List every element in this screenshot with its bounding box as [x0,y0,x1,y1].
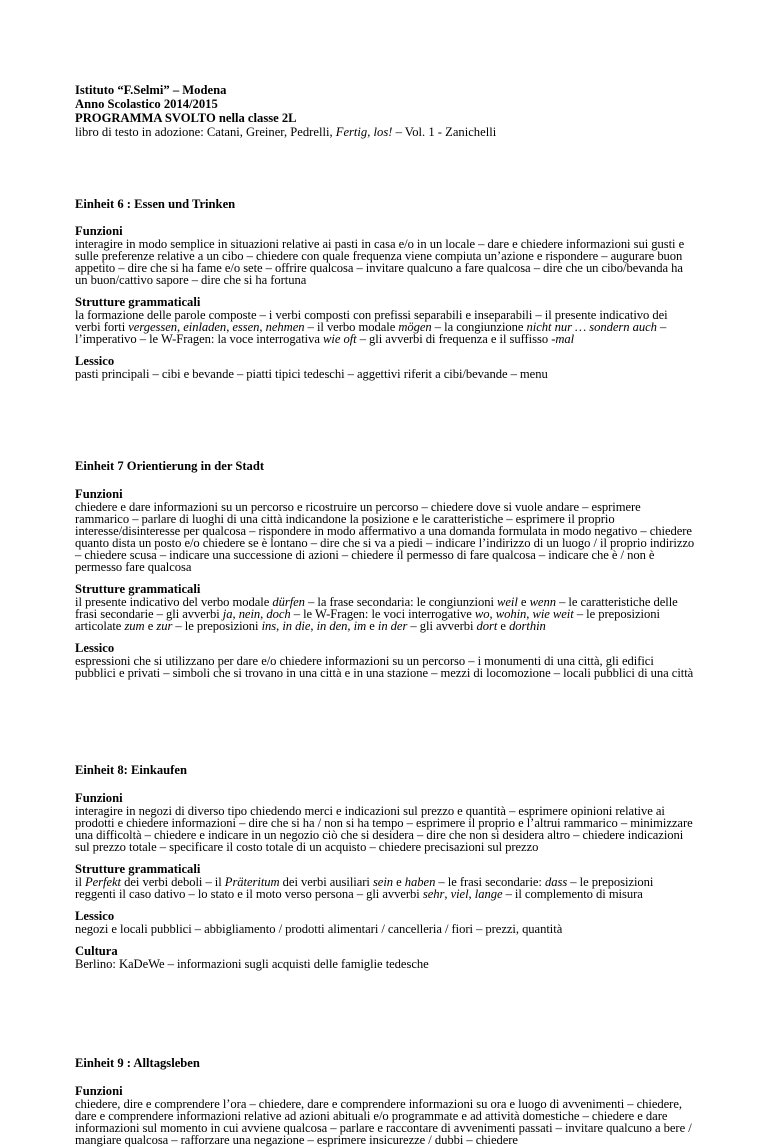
italic-term: mögen [398,320,432,334]
section-title: Strutture grammaticali [75,295,201,309]
italic-term: Perfekt [85,875,122,889]
section-strutture-grammaticali [75,583,695,632]
school-year: Anno Scolastico 2014/2015 [75,97,218,111]
italic-term: in der [377,619,408,633]
text-run: – le preposizioni [172,619,262,633]
text-run: , [276,619,283,633]
italic-term: wo [474,607,490,621]
textbook-prefix: libro di testo in adozione: Catani, Greiner, Pedrelli, [75,125,336,139]
text-run: – gli avverbi [407,619,477,633]
text-run: espressioni che si utilizzano per dare e/o chiedere informazioni su un percorso – i monumenti di una città, gli edifici pubblici e privati – simboli che si trovano in una città e in una stazione – mezzi di locomozione – locali pubblici di una città [75,654,694,680]
unit-3 [75,763,695,970]
section-funzioni [75,792,695,853]
text-run: dei verbi deboli – il [121,875,225,889]
unit-title: Einheit 9 : Alltagsleben [75,1056,200,1070]
italic-term: dass [544,875,568,889]
section-body [75,923,695,935]
italic-term: -mal [551,332,575,346]
section-funzioni [75,488,695,573]
italic-term: dorthin [509,619,546,633]
italic-term: doch [266,607,291,621]
document-page [75,83,695,1146]
unit-title: Einheit 6 : Essen und Trinken [75,197,236,211]
section-body [75,805,695,853]
units-container [75,197,695,1146]
section-title: Lessico [75,909,115,923]
text-run: , [260,607,267,621]
text-run: – le W-Fragen: le voci interrogative [290,607,475,621]
text-run: – le caratteristiche delle frasi secondarie – gli avverbi [75,595,678,621]
program-title: PROGRAMMA SVOLTO nella classe 2L [75,111,297,125]
section-title: Funzioni [75,791,123,805]
text-run: pasti principali – cibi e bevande – piatti tipici tedeschi – aggettivi riferit a cibi/bevande – menu [75,367,548,381]
section-title: Funzioni [75,224,123,238]
text-run: dei verbi ausiliari [279,875,373,889]
section-body [75,655,695,679]
section-cultura [75,945,695,970]
text-run: – l’imperativo – le W-Fragen: la voce interrogativa [75,320,667,346]
section-body [75,596,695,632]
unit-4 [75,1056,695,1146]
italic-term: ja [222,607,233,621]
section-title: Lessico [75,354,115,368]
text-run: e [517,595,530,609]
italic-term: einladen [183,320,227,334]
section-title: Strutture grammaticali [75,582,201,596]
text-run: e [144,619,157,633]
unit-2 [75,459,695,679]
italic-term: nehmen [265,320,305,334]
section-title: Funzioni [75,1084,123,1098]
text-run: il [75,875,85,889]
section-strutture-grammaticali [75,863,695,900]
section-title: Funzioni [75,487,123,501]
italic-term: essen [232,320,260,334]
italic-term: zum [124,619,145,633]
document-header [75,83,695,139]
text-run: negozi e locali pubblici – abbigliamento / prodotti alimentari / cancelleria / fiori – prezzi, quantità [75,922,563,936]
text-run: , [226,320,233,334]
italic-term: ins [261,619,277,633]
italic-term: viel [450,887,469,901]
section-title: Cultura [75,944,118,958]
italic-term: lange [474,887,503,901]
text-run: , [310,619,317,633]
text-run: Berlino: KaDeWe – informazioni sugli acquisti delle famiglie tedesche [75,957,429,971]
section-body [75,958,695,970]
text-run: la formazione delle parole composte – i verbi composti con prefissi separabili e inseparabili – il presente indicativo dei verbi forti [75,308,668,334]
text-run: il presente indicativo del verbo modale [75,595,273,609]
unit-1 [75,197,695,380]
text-run: , [444,887,451,901]
text-run: – le preposizioni reggenti il caso dativo – lo stato e il moto verso persona – gli avverbi [75,875,654,901]
text-run: – gli avverbi di frequenza e il suffisso [356,332,552,346]
section-body [75,501,695,573]
text-run: e [393,875,405,889]
text-run: , [489,607,496,621]
school-name: Istituto “F.Selmi” – Modena [75,83,227,97]
italic-term: dürfen [272,595,305,609]
italic-term: dort [476,619,498,633]
italic-term: nein [238,607,261,621]
italic-term: in die [282,619,311,633]
section-lessico [75,642,695,679]
section-funzioni [75,225,695,286]
section-body [75,368,695,380]
text-run: – la frase secondaria: le congiunzioni [304,595,498,609]
section-body [75,876,695,900]
italic-term: wenn [529,595,556,609]
italic-term: Präteritum [224,875,280,889]
textbook-suffix: – Vol. 1 - Zanichelli [392,125,497,139]
text-run: chiedere e dare informazioni su un percorso e ricostruire un percorso – chiedere dove si vuole andare – esprimere rammarico – parlare di luoghi di una città indicandone la posizione e le caratteristiche – esprimere il proprio interesse/disinteresse per qualcosa – rispondere in modo affermativo a una domanda formulata in modo negativo – chiedere quanto dista un posto e/o chiedere se è lontano – dire che si va a piedi – indicare l’indirizzo di un luogo / il proprio indirizzo – chiedere scusa – indicare una successione di azioni – chiedere il permesso di fare qualcosa – indicare che è / non è permesso fare qualcosa [75,500,695,574]
italic-term: zur [156,619,173,633]
text-run: , [177,320,184,334]
section-body [75,1098,695,1146]
text-run: – il complemento di misura [502,887,643,901]
text-run: e [497,619,510,633]
textbook-title: Fertig, los! [335,125,393,139]
text-run: chiedere, dire e comprendere l’ora – chiedere, dare e comprendere informazioni su ora e luogo di avvenimenti – chiedere, dare e comprendere informazioni relative ad azioni abituali e/o programmate e ad attività domestiche – chiedere e dare informazioni sul momento in cui avviene qualcosa – parlare e raccontare di avvenimenti passati – invitare qualcuno a bere / mangiare qualcosa – rafforzare una negazione – esprimere insicurezze / dubbi – chiedere [75,1097,692,1147]
italic-term: wohin [495,607,527,621]
italic-term: in den, im [316,619,367,633]
text-run: , [259,320,266,334]
section-body [75,309,695,345]
text-run: e [366,619,378,633]
italic-term: wie weit [532,607,574,621]
section-lessico [75,910,695,935]
section-strutture-grammaticali [75,296,695,345]
italic-term: sein [372,875,394,889]
text-run: interagire in modo semplice in situazioni relative ai pasti in casa e/o in un locale – dare e chiedere informazioni sui gusti e sulle preferenze relative a un cibo – chiedere con quale frequenza viene compiuta un’azione e rispondere – augurare buon appetito – dire che si ha fame e/o sete – offrire qualcosa – invitare qualcuno a fare qualcosa – dire che un cibo/bevanda ha un buon/cattivo sapore – dire che si ha fortuna [75,237,685,287]
italic-term: wie oft [323,332,357,346]
text-run: interagire in negozi di diverso tipo chiedendo merci e indicazioni sul prezzo e quantità – esprimere opinioni relative ai prodotti e chiedere informazioni – dire che si ha / non si ha tempo – esprimere il proprio e l’altrui rammarico – minimizzare una difficoltà – chiedere e indicare in un negozio ciò che si desidera – dire che non si desidera altro – chiedere indicazioni sul prezzo totale – specificare il costo totale di un acquisto – chiedere precisazioni sul prezzo [75,804,693,854]
unit-title: Einheit 7 Orientierung in der Stadt [75,459,265,473]
text-run: – le frasi secondarie: [435,875,545,889]
italic-term: haben [404,875,436,889]
textbook-line [75,125,695,139]
text-run: – il verbo modale [304,320,399,334]
italic-term: sehr [422,887,445,901]
text-run: , [468,887,475,901]
italic-term: nicht nur … sondern auch [526,320,657,334]
text-run: – la congiunzione [431,320,527,334]
section-funzioni [75,1085,695,1146]
unit-title: Einheit 8: Einkaufen [75,763,187,777]
italic-term: weil [497,595,518,609]
section-title: Strutture grammaticali [75,862,201,876]
text-run: – le preposizioni articolate [75,607,660,633]
text-run: , [526,607,533,621]
italic-term: vergessen [128,320,178,334]
section-title: Lessico [75,641,115,655]
section-lessico [75,355,695,380]
text-run: , [232,607,239,621]
section-body [75,238,695,286]
